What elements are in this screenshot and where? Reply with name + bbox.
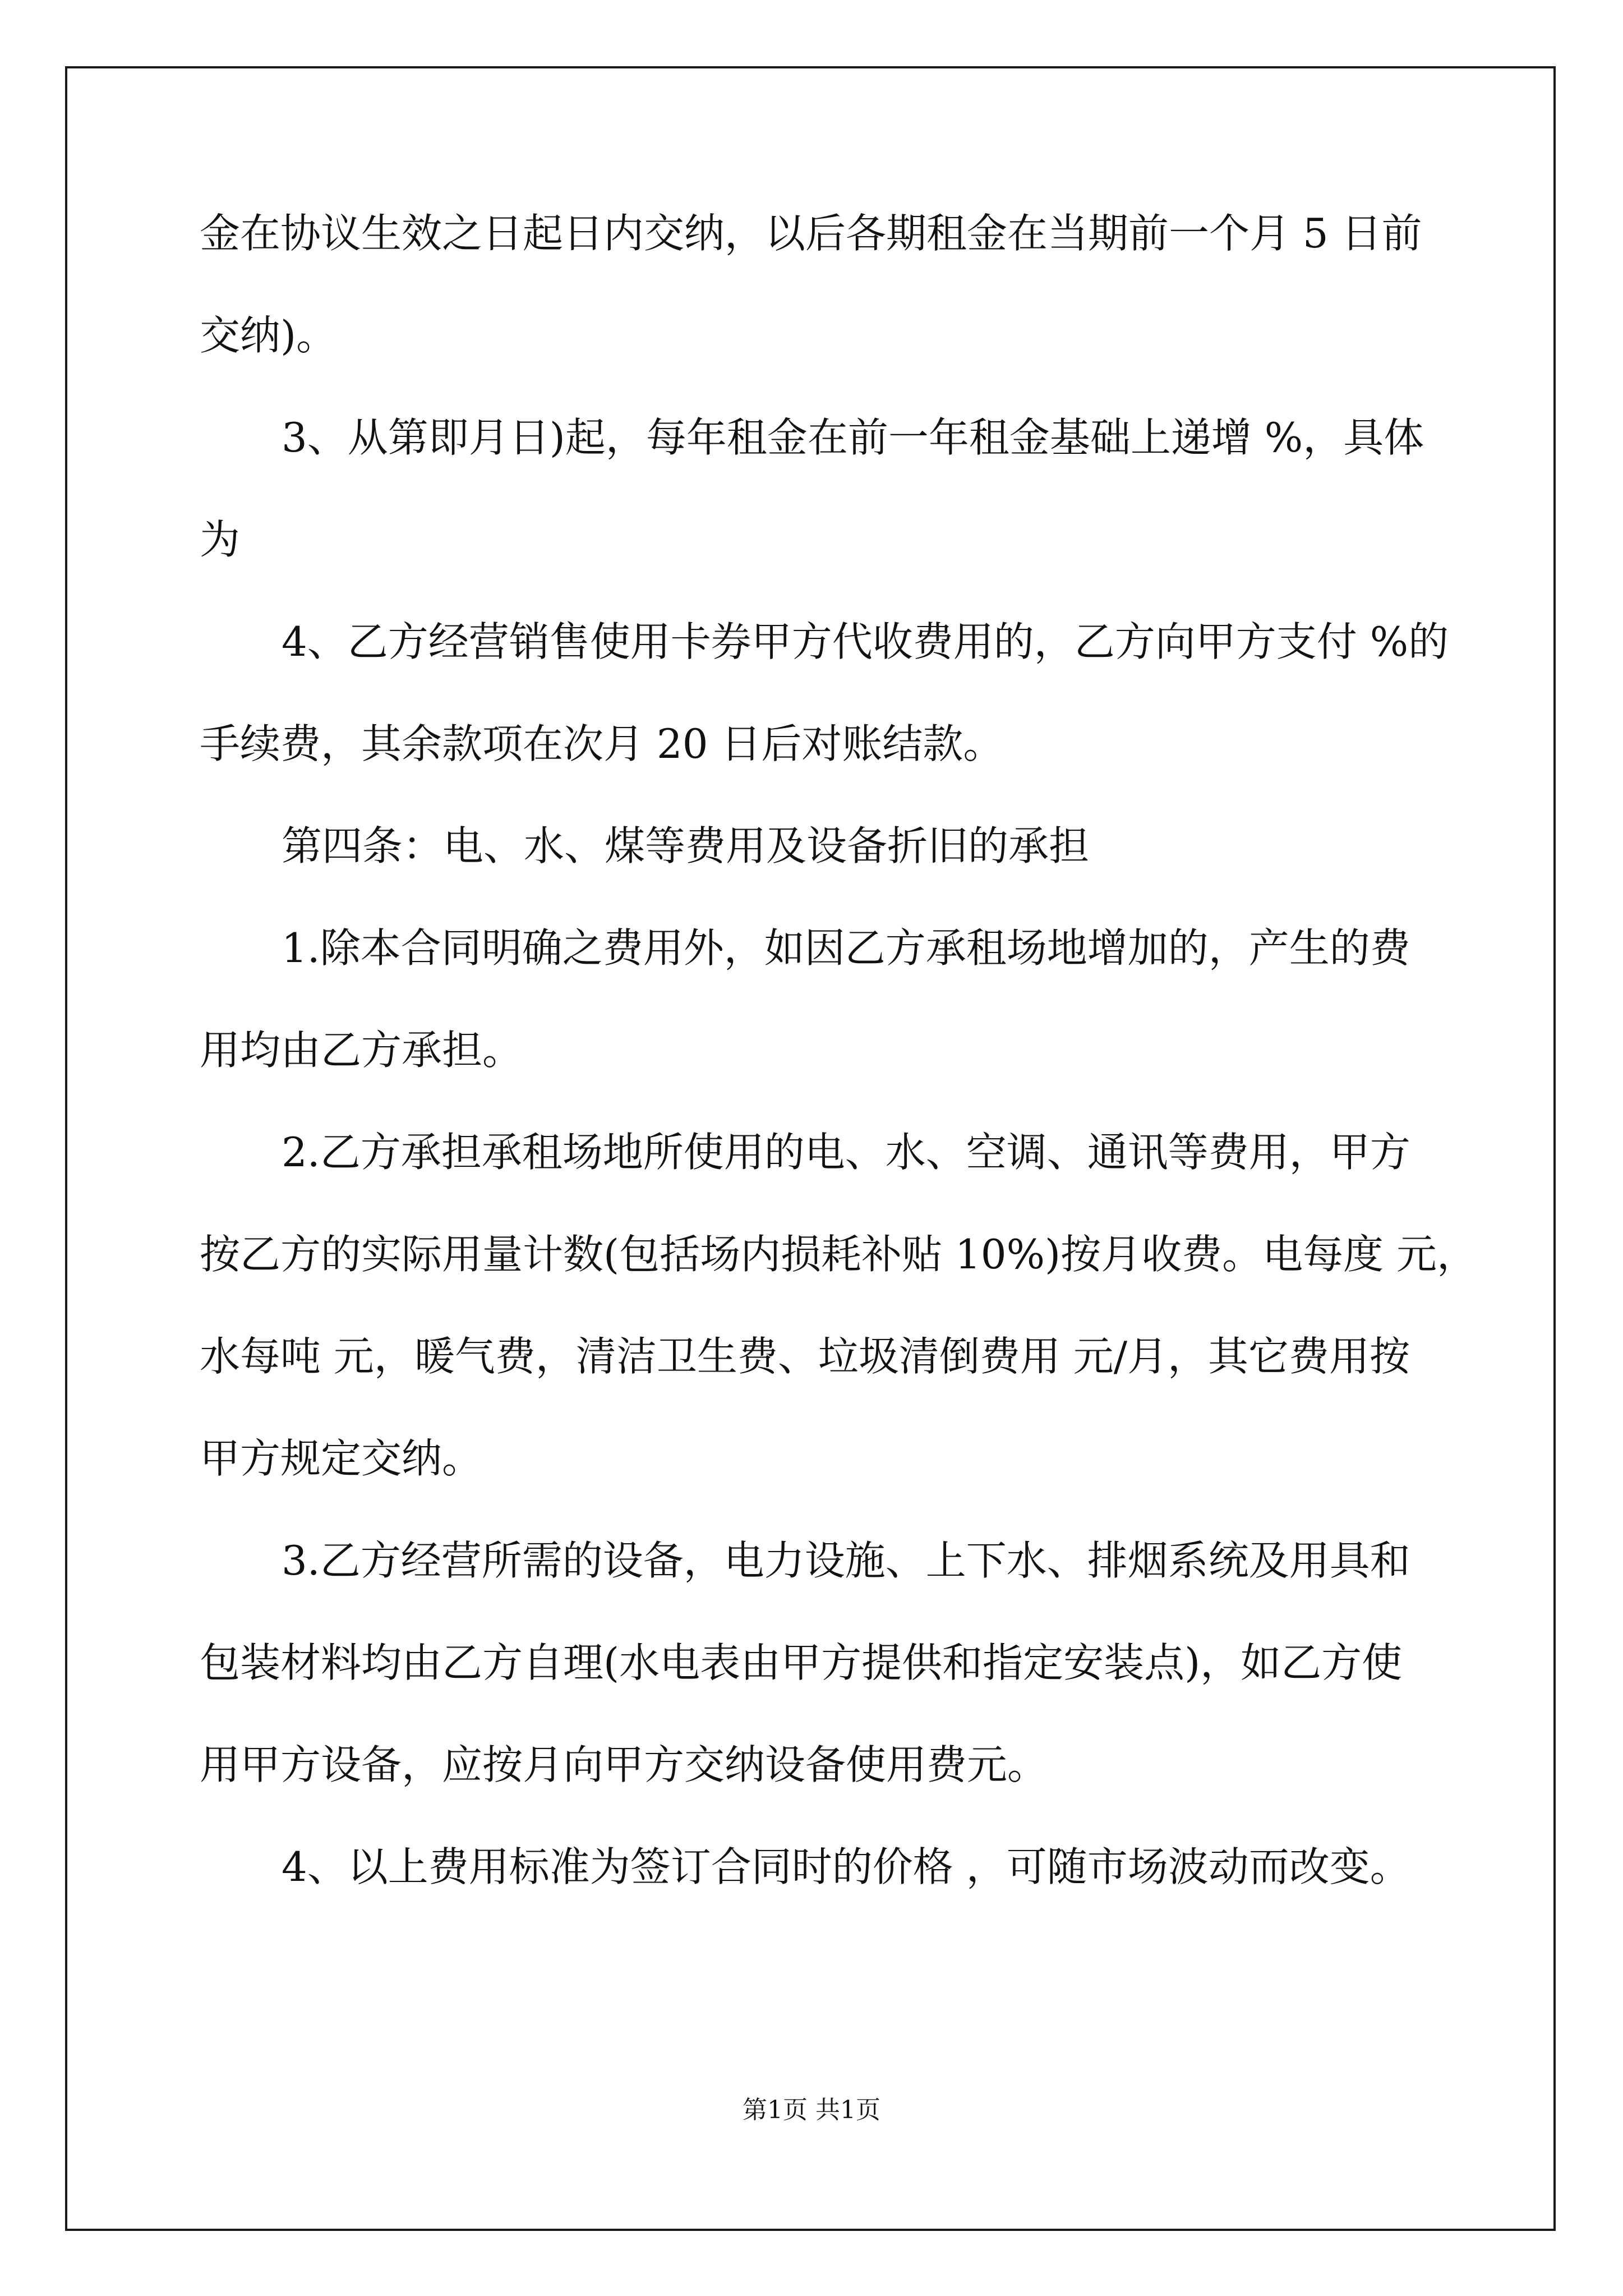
text-line: 甲方规定交纳。 [200, 1435, 483, 1482]
text-line: 交纳)。 [200, 312, 337, 359]
text-line: 3.乙方经营所需的设备，电力设施、上下水、排烟系统及用具和 [282, 1537, 1410, 1584]
text-line: 1.除本合同明确之费用外，如因乙方承租场地增加的，产生的费 [282, 924, 1410, 972]
text-line: 用均由乙方承担。 [200, 1027, 523, 1074]
text-line: 3、从第即月日)起，每年租金在前一年租金基础上递增 %，具体 [282, 414, 1424, 461]
text-line: 4、以上费用标准为签订合同时的价格 ，可随市场波动而改变。 [282, 1843, 1410, 1890]
text-line: 为 [200, 516, 241, 563]
text-line: 水每吨 元，暖气费，清洁卫生费、垃圾清倒费用 元/月，其它费用按 [200, 1333, 1410, 1380]
text-line: 4、乙方经营销售使用卡券甲方代收费用的，乙方向甲方支付 %的 [282, 618, 1449, 665]
page-number: 第1页 共1页 [743, 2096, 880, 2124]
text-line: 金在协议生效之日起日内交纳，以后各期租金在当期前一个月 5 日前 [200, 210, 1422, 257]
text-line: 按乙方的实际用量计数(包括场内损耗补贴 10%)按月收费。电每度 元， [200, 1231, 1477, 1278]
text-line: 2.乙方承担承租场地所使用的电、水、空调、通讯等费用，甲方 [282, 1129, 1410, 1176]
text-line: 包装材料均由乙方自理(水电表由甲方提供和指定安装点)，如乙方使 [200, 1639, 1403, 1686]
text-line: 用甲方设备，应按月向甲方交纳设备使用费元。 [200, 1741, 1048, 1788]
document-body [200, 210, 1477, 1949]
text-line: 手续费，其余款项在次月 20 日后对账结款。 [200, 720, 1004, 767]
section-heading: 第四条：电、水、煤等费用及设备折旧的承担 [282, 822, 1090, 869]
